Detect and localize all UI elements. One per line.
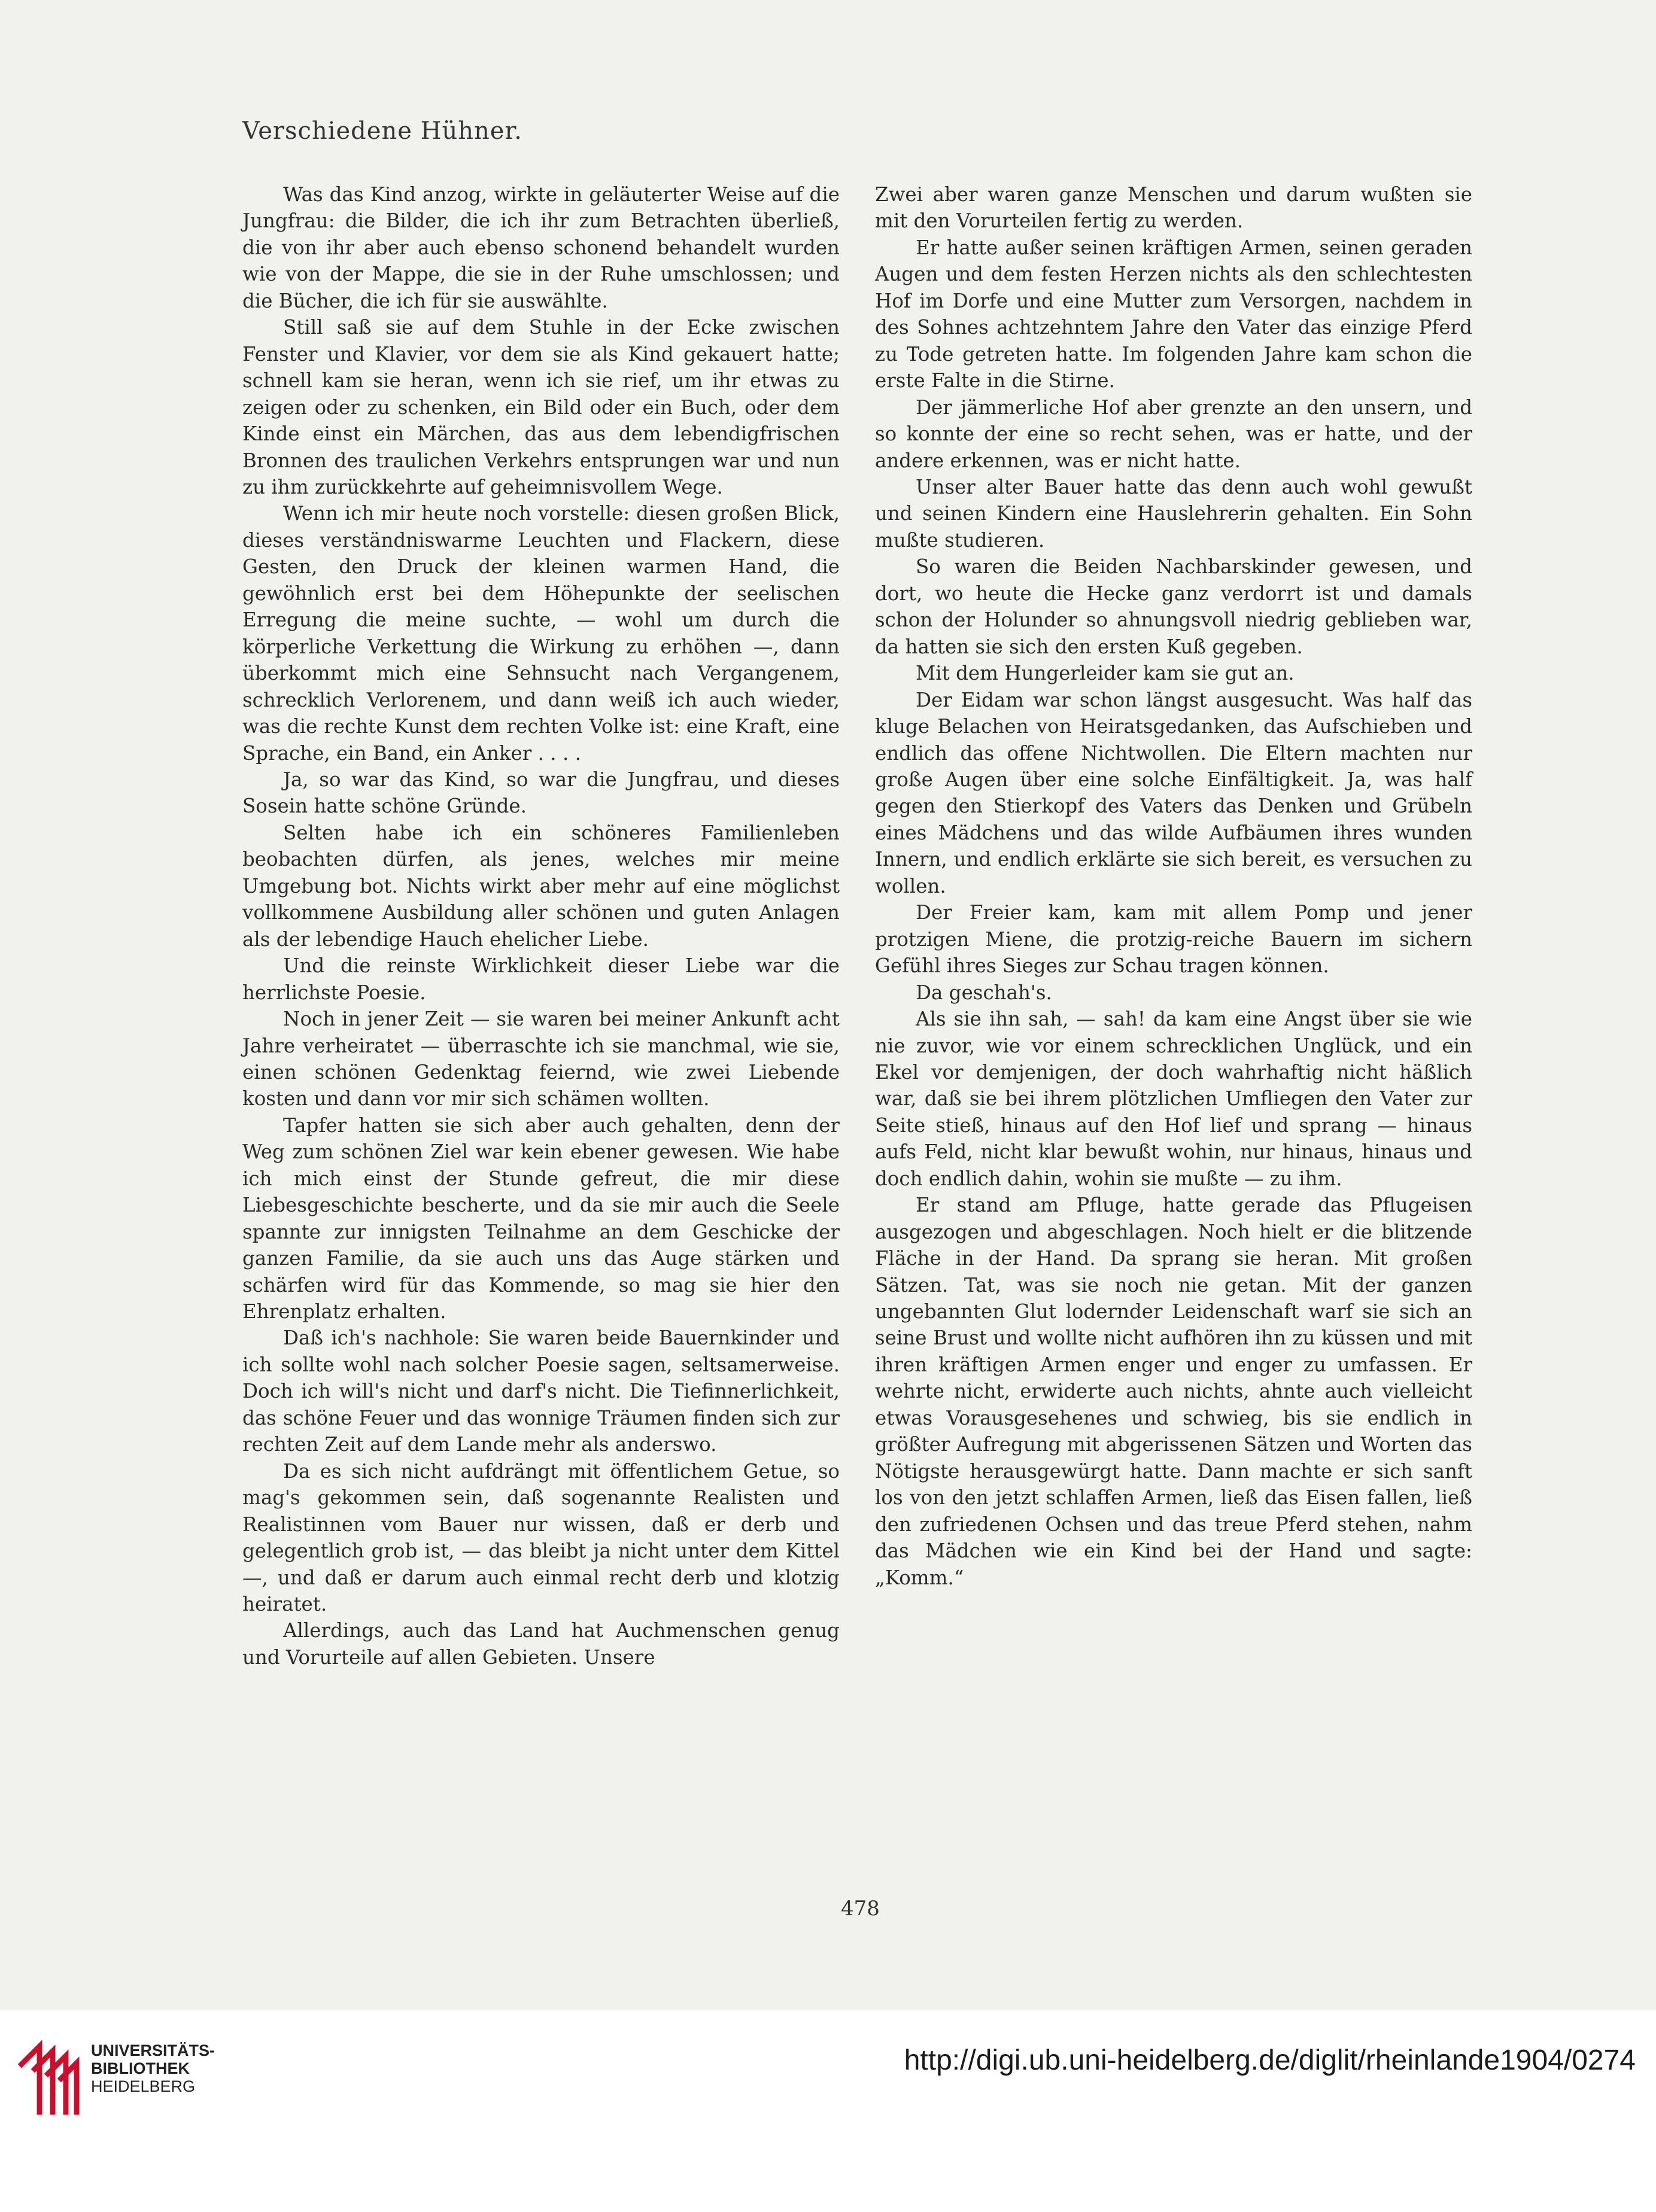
paragraph: Was das Kind anzog, wirkte in geläuterter Weise auf die Jungfrau: die Bilder, die ich ihr zum Betrachten überließ, die von ihr aber auch ebenso schonend behandelt wurden wie von der Mappe, die sie in der Ruhe umschlossen; und die Bücher, die ich für sie auswählte. — [242, 183, 840, 312]
paragraph: Er stand am Pfluge, hatte gerade das Pflugeisen ausgezogen und abgeschlagen. Noch hielt er die blitzende Fläche in der Hand. Da sprang sie heran. Mit großen Sätzen. Tat, was sie noch nie getan. Mit der ganzen ungebannten Glut lodernder Leidenschaft warf sie sich an seine Brust und wollte nicht aufhören ihn zu küssen und mit ihren kräftigen Armen enger und enger zu umfassen. Er wehrte nicht, erwiderte auch nichts, ahnte auch vielleicht etwas Vorausgesehenes und schwieg, bis sie endlich in größter Aufregung mit abgerissenen Sätzen und Worten das Nötigste herausgewürgt hatte. Dann machte er sich sanft los von den jetzt schlaffen Armen, ließ das Eisen fallen, ließ den zufriedenen Ochsen und das treue Pferd stehen, nahm das Mädchen wie ein Kind bei der Hand und sagte: „Komm.“ — [875, 1194, 1472, 1589]
institution-line: BIBLIOTHEK — [91, 2059, 190, 2077]
university-library-logo-icon — [13, 2022, 85, 2124]
paragraph-continuation: Zwei aber waren ganze Menschen und darum wußten sie mit den Vorurteilen fertig zu werden. — [875, 183, 1472, 233]
paragraph: Da geschah's. — [916, 981, 1052, 1004]
institution-line: HEIDELBERG — [91, 2077, 196, 2095]
paragraph: Wenn ich mir heute noch vorstelle: diesen großen Blick, dieses verständniswarme Leuchten und Flackern, diese Gesten, den Druck der kleinen warmen Hand, die gewöhnlich erst bei dem Höhepunkte der seelischen Erregung die meine suchte, — wohl um durch die körperliche Verkettung die Wirkung zu erhöhen —, dann überkommt mich eine Sehnsucht nach Vergangenem, schrecklich Verlorenem, und dann weiß ich auch wieder, was die rechte Kunst dem rechten Volke ist: eine Kraft, eine Sprache, ein Band, ein Anker . . . . — [242, 502, 840, 765]
paragraph: Unser alter Bauer hatte das denn auch wohl gewußt und seinen Kindern eine Hauslehrerin gehalten. Ein Sohn mußte studieren. — [875, 475, 1472, 552]
institution-line: UNIVERSITÄTS- — [91, 2041, 215, 2059]
paragraph: Und die reinste Wirklichkeit dieser Liebe war die herrlichste Poesie. — [242, 954, 840, 1004]
page-number: 478 — [841, 1897, 880, 1921]
paragraph: Als sie ihn sah, — sah! da kam eine Angst über sie wie nie zuvor, wie vor einem schrecklichen Unglück, und ein Ekel vor demjenigen, der doch wahrhaftig nicht häßlich war, daß sie bei ihrem plötzlichen Umfliegen den Vater zur Seite stieß, hinaus auf den Hof lief und sprang — hinaus aufs Feld, nicht klar bewußt wohin, nur hinaus, hinaus und doch endlich dahin, wohin sie mußte — zu ihm. — [875, 1008, 1472, 1190]
paragraph: Er hatte außer seinen kräftigen Armen, seinen geraden Augen und dem festen Herzen nichts als den schlechtesten Hof im Dorfe und eine Mutter zum Versorgen, nachdem in des Sohnes achtzehntem Jahre den Vater das einzige Pferd zu Tode getreten hatte. Im folgenden Jahre kam schon die erste Falte in die Stirne. — [875, 236, 1472, 392]
paragraph: Ja, so war das Kind, so war die Jungfrau, und dieses Sosein hatte schöne Gründe. — [242, 768, 840, 818]
paragraph: Allerdings, auch das Land hat Auchmenschen genug und Vorurteile auf allen Gebieten. Unsere — [242, 1619, 840, 1669]
paragraph: Selten habe ich ein schöneres Familienleben beobachten dürfen, als jenes, welches mir meine Umgebung bot. Nichts wirkt aber mehr auf eine möglichst vollkommene Ausbildung aller schönen und guten Anlagen als der lebendige Hauch ehelicher Liebe. — [242, 821, 840, 951]
footer-bar — [0, 2010, 1656, 2212]
right-text-column — [875, 181, 1472, 1591]
paragraph: So waren die Beiden Nachbarskinder gewesen, und dort, wo heute die Hecke ganz verdorrt ist und damals schon der Holunder so ahnungsvoll niedrig geblieben war, da hatten sie sich den ersten Kuß gegeben. — [875, 555, 1472, 658]
left-text-column — [242, 181, 840, 1671]
paragraph: Der Freier kam, kam mit allem Pomp und jener protzigen Miene, die protzig-reiche Bauern im sichern Gefühl ihres Sieges zur Schau tragen können. — [875, 901, 1472, 978]
running-head: Verschiedene Hühner. — [242, 117, 522, 145]
source-url-link[interactable]: http://digi.ub.uni-heidelberg.de/diglit/rheinlande1904/0274 — [904, 2044, 1636, 2076]
paragraph: Daß ich's nachhole: Sie waren beide Bauernkinder und ich sollte wohl nach solcher Poesie sagen, seltsamerweise. Doch ich will's nicht und darf's nicht. Die Tiefinnerlichkeit, das schöne Feuer und das wonnige Träumen finden sich zur rechten Zeit auf dem Lande mehr als anderswo. — [242, 1326, 840, 1456]
paragraph: Noch in jener Zeit — sie waren bei meiner Ankunft acht Jahre verheiratet — überraschte ich sie manchmal, wie sie, einen schönen Gedenktag feiernd, wie zwei Liebende kosten und dann vor mir sich schämen wollten. — [242, 1008, 840, 1110]
paragraph: Tapfer hatten sie sich aber auch gehalten, denn der Weg zum schönen Ziel war kein ebener gewesen. Wie habe ich mich einst der Stunde gefreut, die mir diese Liebesgeschichte bescherte, und da sie mir auch die Seele spannte zur innigsten Teilnahme an dem Geschicke der ganzen Familie, da sie auch uns das Auge stärken und schärfen wird für das Kommende, so mag sie hier den Ehrenplatz erhalten. — [242, 1113, 840, 1323]
paragraph: Still saß sie auf dem Stuhle in der Ecke zwischen Fenster und Klavier, vor dem sie als Kind gekauert hatte; schnell kam sie heran, wenn ich sie rief, um ihr etwas zu zeigen oder zu schenken, ein Bild oder ein Buch, oder dem Kinde einst ein Märchen, das aus dem lebendigfrischen Bronnen des traulichen Verkehrs entsprungen war und nun zu ihm zurückkehrte auf geheimnisvollem Wege. — [242, 316, 840, 498]
paragraph: Der jämmerliche Hof aber grenzte an den unsern, und so konnte der eine so recht sehen, was er hatte, und der andere erkennen, was er nicht hatte. — [875, 395, 1472, 472]
paragraph: Da es sich nicht aufdrängt mit öffentlichem Getue, so mag's gekommen sein, daß sogenannte Realisten und Realistinnen vom Bauer nur wissen, daß er derb und gelegentlich grob ist, — das bleibt ja nicht unter dem Kittel —, und daß er darum auch einmal recht derb und klotzig heiratet. — [242, 1459, 840, 1616]
paragraph: Der Eidam war schon längst ausgesucht. Was half das kluge Belachen von Heiratsgedanken, das Aufschieben und endlich das offene Nichtwollen. Die Eltern machten nur große Augen über eine solche Einfältigkeit. Ja, was half gegen den Stierkopf des Vaters das Denken und Grübeln eines Mädchens und das wilde Aufbäumen ihres wunden Innern, und endlich erklärte sie sich bereit, es versuchen zu wollen. — [875, 688, 1472, 897]
institution-name — [91, 2041, 215, 2095]
paragraph: Mit dem Hungerleider kam sie gut an. — [916, 662, 1295, 685]
